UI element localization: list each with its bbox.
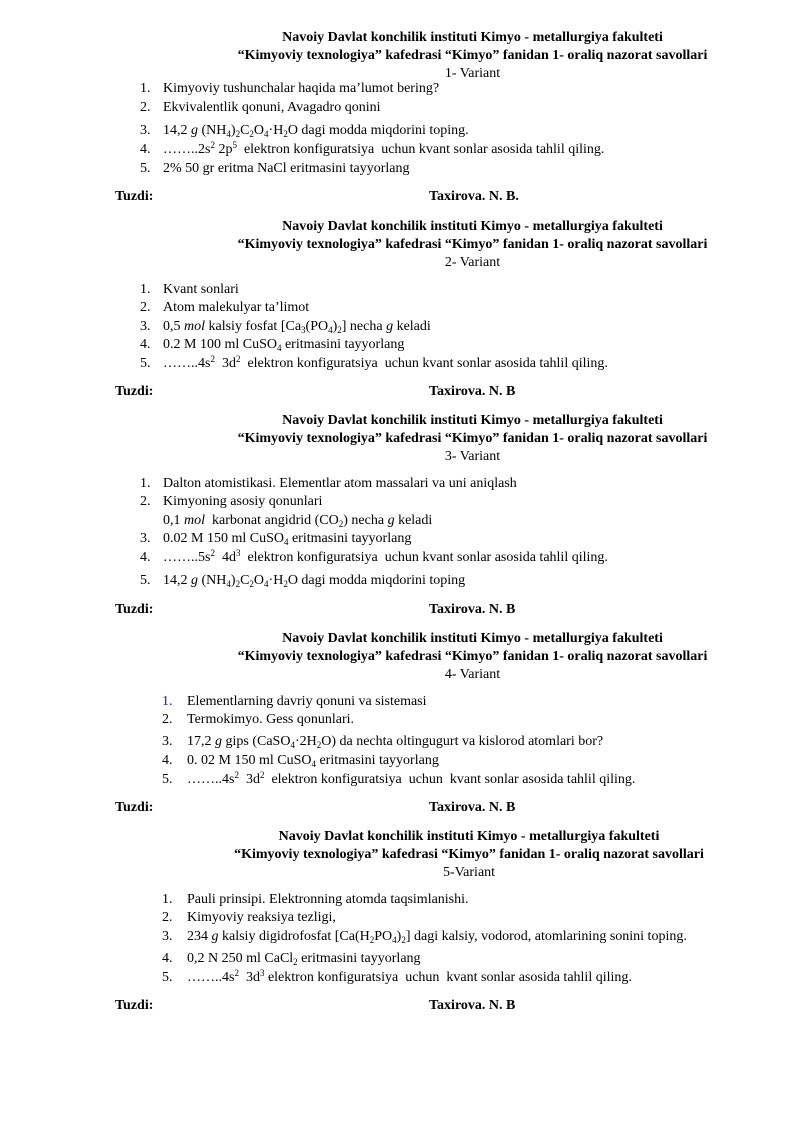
item-text: $\dots\dots..4s^2$ $3d^3$ elektron konfiguratsiya uchun kvant sonlar asosida tahlil qiling. xyxy=(187,968,632,985)
header-department: “Kimyoviy texnologiya” kafedrasi “Kimyo” fanidan 1- oraliq nazorat savollari xyxy=(237,237,708,252)
header-institute: Navoiy Davlat konchilik instituti Kimyo - metallurgiya fakulteti xyxy=(278,829,660,844)
item-text: $\dots\dots..5s^2$ $4d^3$ elektron konfiguratsiya uchun kvant sonlar asosida tahlil qiling. xyxy=(163,548,608,565)
item-number: 2. xyxy=(140,300,151,315)
variant-1-header xyxy=(0,29,800,83)
variant-2-header xyxy=(0,218,800,272)
item-number: 5. xyxy=(140,573,151,588)
item-text: Ekvivalentlik qonuni, Avagadro qonini xyxy=(163,100,381,115)
item-number: 2. xyxy=(162,910,173,925)
header-department: “Kimyoviy texnologiya” kafedrasi “Kimyo” fanidan 1- oraliq nazorat savollari xyxy=(237,48,708,63)
item-text: 0.2 M 100 ml CuSO$_4$ eritmasini tayyorlang xyxy=(163,337,405,353)
item-text: 14,2 g $(NH_4)_2C_2O_4\cdot H_2O$ dagi modda miqdorini toping xyxy=(163,573,466,589)
header-department: “Kimyoviy texnologiya” kafedrasi “Kimyo” fanidan 1- oraliq nazorat savollari xyxy=(237,649,708,664)
variant-4-header xyxy=(0,630,800,684)
item-text: $\dots\dots..4s^2$ $3d^2$ elektron konfiguratsiya uchun kvant sonlar asosida tahlil qiling. xyxy=(187,770,636,787)
item-text: 14,2 g $(NH_4)_2C_2O_4\cdot H_2O$ dagi modda miqdorini toping. xyxy=(163,123,469,139)
variant-label: 4- Variant xyxy=(444,667,501,682)
item-text: 0,1 mol karbonat angidrid $(CO_2)$ necha g keladi xyxy=(163,513,433,529)
item-number: 5. xyxy=(140,356,151,371)
variant-5-header xyxy=(0,828,800,882)
item-text: Kimyoviy reaksiya tezligi, xyxy=(187,910,336,925)
item-number: 3. xyxy=(140,319,151,334)
item-text: 17,2 g gips $(CaSO_4\cdot 2H_2O)$ da nechta oltingugurt va kislorod atomlari bor? xyxy=(187,734,604,750)
author-name: Taxirova. N. B. xyxy=(429,189,519,204)
tuzdi-label: Tuzdi: xyxy=(115,998,154,1013)
author-name: Taxirova. N. B xyxy=(429,384,516,399)
item-text: Kvant sonlari xyxy=(163,282,239,297)
item-text: Kimyoning asosiy qonunlari xyxy=(163,494,323,509)
item-text: 0. 02 M 150 ml CuSO$_4$ eritmasini tayyorlang xyxy=(187,753,439,769)
variant-label: 3- Variant xyxy=(444,449,501,464)
item-text: 0,2 N 250 ml CaCl$_2$ eritmasini tayyorlang xyxy=(187,951,421,967)
item-text: Atom malekulyar ta’limot xyxy=(163,300,310,315)
header-department: “Kimyoviy texnologiya” kafedrasi “Kimyo” fanidan 1- oraliq nazorat savollari xyxy=(237,431,708,446)
item-number: 1. xyxy=(162,694,173,709)
item-text: 0,5 mol kalsiy fosfat $[Ca_3(PO_4)_2]$ necha g keladi xyxy=(163,319,431,335)
item-number: 2. xyxy=(140,100,151,115)
header-institute: Navoiy Davlat konchilik instituti Kimyo - metallurgiya fakulteti xyxy=(282,631,663,646)
variant-3-header xyxy=(0,412,800,466)
variant-label: 1- Variant xyxy=(444,66,501,81)
item-text: $\dots\dots..2s^2$ $2p^5$ elektron konfiguratsiya uchun kvant sonlar asosida tahlil qiling. xyxy=(163,140,605,157)
item-number: 4. xyxy=(162,951,173,966)
item-text: Kimyoviy tushunchalar haqida ma’lumot bering? xyxy=(163,81,440,96)
item-number: 1. xyxy=(140,476,151,491)
header-institute: Navoiy Davlat konchilik instituti Kimyo - metallurgiya fakulteti xyxy=(282,30,663,45)
header-institute: Navoiy Davlat konchilik instituti Kimyo - metallurgiya fakulteti xyxy=(282,219,663,234)
item-text: $\dots\dots..4s^2$ $3d^2$ elektron konfiguratsiya uchun kvant sonlar asosida tahlil qiling. xyxy=(163,354,608,371)
item-number: 1. xyxy=(140,81,151,96)
item-text: 0.02 M 150 ml CuSO$_4$ eritmasini tayyorlang xyxy=(163,531,412,547)
header-department: “Kimyoviy texnologiya” kafedrasi “Kimyo” fanidan 1- oraliq nazorat savollari xyxy=(234,847,704,862)
tuzdi-label: Tuzdi: xyxy=(115,602,154,617)
item-text: Pauli prinsipi. Elektronning atomda taqsimlanishi. xyxy=(187,892,469,907)
item-number: 4. xyxy=(140,337,151,352)
item-number: 5. xyxy=(162,772,173,787)
tuzdi-label: Tuzdi: xyxy=(115,189,154,204)
item-text: 2% 50 gr eritma NaCl eritmasini tayyorlang xyxy=(163,161,410,176)
item-number: 3. xyxy=(140,531,151,546)
item-number: 4. xyxy=(140,550,151,565)
item-text: Termokimyo. Gess qonunlari. xyxy=(187,712,354,727)
item-number: 2. xyxy=(162,712,173,727)
item-number: 4. xyxy=(140,142,151,157)
item-number: 3. xyxy=(140,123,151,138)
item-number: 5. xyxy=(140,161,151,176)
item-number: 3. xyxy=(162,929,173,944)
author-name: Taxirova. N. B xyxy=(429,998,516,1013)
author-name: Taxirova. N. B xyxy=(429,602,516,617)
item-number: 4. xyxy=(162,753,173,768)
item-number: 1. xyxy=(162,892,173,907)
item-text: Dalton atomistikasi. Elementlar atom massalari va uni aniqlash xyxy=(163,476,517,491)
variant-label: 5-Variant xyxy=(442,865,496,880)
tuzdi-label: Tuzdi: xyxy=(115,800,154,815)
item-number: 1. xyxy=(140,282,151,297)
tuzdi-label: Tuzdi: xyxy=(115,384,154,399)
item-number: 2. xyxy=(140,494,151,509)
author-name: Taxirova. N. B xyxy=(429,800,516,815)
item-number: 3. xyxy=(162,734,173,749)
item-text: 234 g kalsiy digidrofosfat $[Ca(H_2PO_4)_2]$ dagi kalsiy, vodorod, atomlarining sonini toping. xyxy=(187,929,687,945)
variant-label: 2- Variant xyxy=(444,255,501,270)
item-text: Elementlarning davriy qonuni va sistemasi xyxy=(187,694,427,709)
header-institute: Navoiy Davlat konchilik instituti Kimyo - metallurgiya fakulteti xyxy=(282,413,663,428)
item-number: 5. xyxy=(162,970,173,985)
